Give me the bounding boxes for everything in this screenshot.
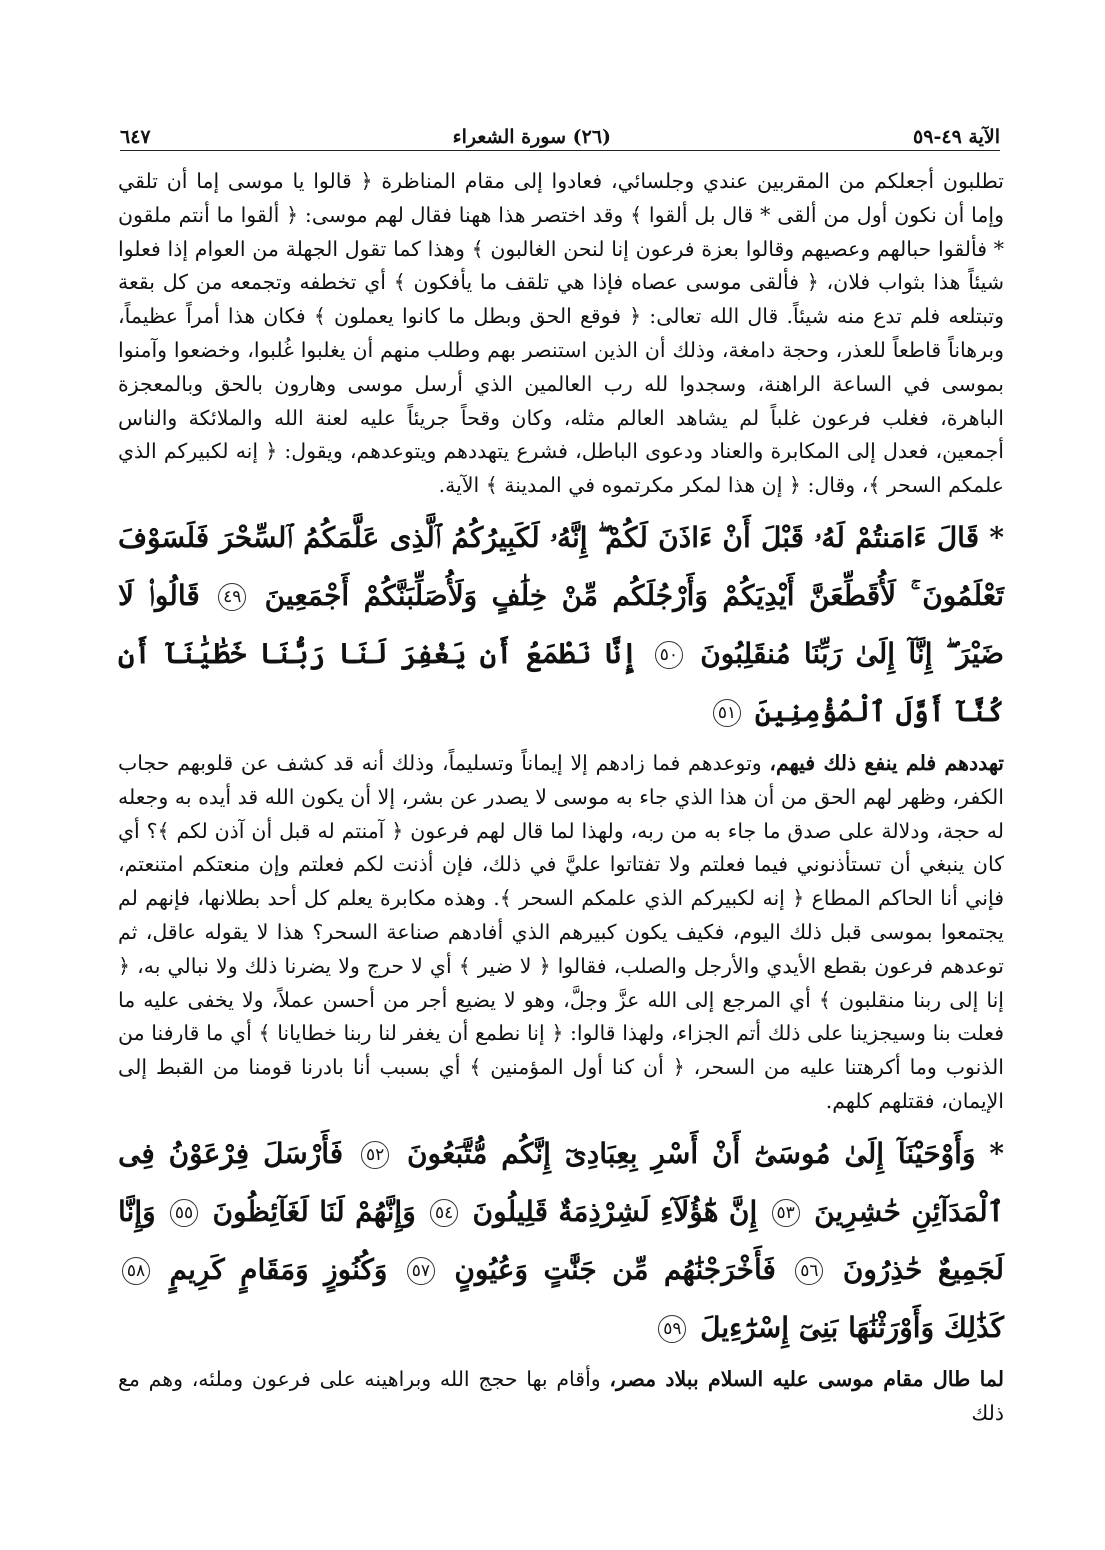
tafsir-3-text: وأقام بها حجج الله وبراهينه على فرعون وملئه، وهم مع ذلك xyxy=(118,1366,1004,1425)
ayah-number-56: ٥٦ xyxy=(795,1257,823,1285)
tafsir-paragraph-3 xyxy=(118,1363,1004,1431)
verse-52-text: * وَأَوْحَيْنَآ إِلَىٰ مُوسَىٰٓ أَنْ أَسْرِ بِعِبَادِىٓ إِنَّكُم مُّتَّبَعُونَ xyxy=(406,1136,1005,1170)
ayah-number-53: ٥٣ xyxy=(772,1199,800,1227)
verse-55-text: وَإِنَّهُمْ لَنَا لَغَآئِظُونَ xyxy=(212,1194,416,1228)
ayah-number-54: ٥٤ xyxy=(430,1199,458,1227)
ayah-number-55: ٥٥ xyxy=(170,1199,198,1227)
tafsir-2-text: وتوعدهم فما زادهم إلا إيماناً وتسليماً، وذلك أنه قد كشف عن قلوبهم حجاب الكفر، وظهر لهم الحق من أن هذا الذي جاء به موسى لا يصدر عن بشر، إلا أن يكون الله قد أيده به وجعله له حجة، ودلالة على صدق ما جاء به من ربه، ولهذا لما قال لهم فرعون ﴿ آمنتم له قبل أن آذن لكم ﴾؟ أي كان ينبغي أن تستأذنوني فيما فعلتم ولا تفتاتوا عليَّ في ذلك، فإن أذنت لكم فعلتم وإن منعتكم امتنعتم، فإني أنا الحاكم المطاع ﴿ إنه لكبيركم الذي علمكم السحر ﴾. وهذه مكابرة يعلم كل أحد بطلانها، فإنهم لم يجتمعوا بموسى قبل ذلك اليوم، فكيف يكون كبيرهم الذي أفادهم صناعة السحر؟ هذا لا يقوله عاقل، ثم توعدهم فرعون بقطع الأيدي والأرجل والصلب، فقالوا ﴿ لا ضير ﴾ أي لا حرج ولا يضرنا ذلك ولا نبالي به، ﴿ إنا إلى ربنا منقلبون ﴾ أي المرجع إلى الله عزَّ وجلَّ، وهو لا يضيع أجر من أحسن عملاً، ولا يخفى عليه ما فعلت بنا وسيجزينا على ذلك أتم الجزاء، ولهذا قالوا: ﴿ إنا نطمع أن يغفر لنا ربنا خطايانا ﴾ أي ما قارفنا من الذنوب وما أكرهتنا عليه من السحر، ﴿ أن كنا أول المؤمنين ﴾ أي بسبب أنا بادرنا قومنا من القبط إلى الإيمان، فقتلهم كلهم. xyxy=(118,750,1004,1113)
ayah-number-50: ٥٠ xyxy=(655,641,683,669)
verse-54-text: إِنَّ هَٰٓؤُلَآءِ لَشِرْذِمَةٌ قَلِيلُونَ xyxy=(472,1194,758,1228)
tafsir-paragraph-2 xyxy=(118,747,1004,1119)
page-header xyxy=(120,108,1000,148)
ayah-number-51: ٥١ xyxy=(713,699,741,727)
verse-58-text: وَكُنُوزٍ وَمَقَامٍ كَرِيمٍ xyxy=(169,1252,388,1286)
tafsir-3-lead: لما طال مقام موسى عليه السلام ببلاد مصر، xyxy=(609,1366,1004,1391)
verse-57-text: فَأَخْرَجْنَٰهُم مِّن جَنَّٰتٍ وَعُيُونٍ xyxy=(454,1252,776,1286)
surah-title: (٢٦) سورة الشعراء xyxy=(452,126,612,148)
tafsir-paragraph-1: تطلبون أجعلكم من المقربين عندي وجلسائي، فعادوا إلى مقام المناظرة ﴿ قالوا يا موسى إما أن تلقي وإما أن نكون أول من ألقى * قال بل ألقوا ﴾ وقد اختصر هذا ههنا فقال لهم موسى: ﴿ ألقوا ما أنتم ملقون * فألقوا حبالهم وعصيهم وقالوا بعزة فرعون إنا لنحن الغالبون ﴾ وهذا كما تقول الجهلة من العوام إذا فعلوا شيئاً هذا بثواب فلان، ﴿ فألقى موسى عصاه فإذا هي تلقف ما يأفكون ﴾ أي تخطفه وتجمعه من كل بقعة وتبتلعه فلم تدع منه شيئاً. قال الله تعالى: ﴿ فوقع الحق وبطل ما كانوا يعملون ﴾ فكان هذا أمراً عظيماً، وبرهاناً قاطعاً للعذر، وحجة دامغة، وذلك أن الذين استنصر بهم وطلب منهم أن يغلبوا غُلبوا، وخضعوا وآمنوا بموسى في الساعة الراهنة، وسجدوا لله رب العالمين الذي أرسل موسى وهارون بالحق وبالمعجزة الباهرة، فغلب فرعون غلباً لم يشاهد العالم مثله، وكان وقحاً جريئاً عليه لعنة الله والملائكة والناس أجمعين، فعدل إلى المكابرة والعناد ودعوى الباطل، فشرع يتهددهم ويتوعدهم، ويقول: ﴿ إنه لكبيركم الذي علمكم السحر ﴾، وقال: ﴿ إن هذا لمكر مكرتموه في المدينة ﴾ الآية. xyxy=(118,169,1004,498)
ayah-number-49: ٤٩ xyxy=(218,583,246,611)
verse-50-text: قَالُوا۟ لَا ضَيْرَ ۖ إِنَّآ إِلَىٰ رَبِّنَا مُنقَلِبُونَ xyxy=(118,578,1004,670)
ayah-number-58: ٥٨ xyxy=(122,1257,150,1285)
quran-verses-49-51 xyxy=(118,509,1004,741)
ayah-number-57: ٥٧ xyxy=(407,1257,435,1285)
verse-56-text: وَإِنَّا لَجَمِيعٌ حَٰذِرُونَ xyxy=(118,1194,1005,1286)
verse-49-text: * قَالَ ءَامَنتُمْ لَهُۥ قَبْلَ أَنْ ءَاذَنَ لَكُمْ ۖ إِنَّهُۥ لَكَبِيرُكُمُ ٱلَّذِى عَلَّمَكُمُ ٱلسِّحْرَ فَلَسَوْفَ تَعْلَمُونَ ۚ لَأُقَطِّعَنَّ أَيْدِيَكُمْ وَأَرْجُلَكُم مِّنْ خِلَٰفٍ وَلَأُصَلِّبَنَّكُمْ أَجْمَعِينَ xyxy=(118,520,1005,612)
tafsir-2-lead: تهددهم فلم ينفع ذلك فيهم، xyxy=(769,750,1004,775)
quran-verses-52-59 xyxy=(118,1125,1004,1357)
ayah-number-52: ٥٢ xyxy=(361,1141,389,1169)
ayah-number-59: ٥٩ xyxy=(658,1315,686,1343)
verse-51-text: إِنَّا نَطْمَعُ أَن يَغْفِرَ لَنَا رَبُّنَا خَطَٰيَٰنَآ أَن كُنَّآ أَوَّلَ ٱلْمُؤْمِنِينَ xyxy=(118,636,1004,728)
page-body xyxy=(118,165,1004,1430)
header-divider xyxy=(120,150,1000,151)
verse-53-text: فَأَرْسَلَ فِرْعَوْنُ فِى ٱلْمَدَآئِنِ حَٰشِرِينَ xyxy=(118,1136,1005,1228)
verse-59-text: كَذَٰلِكَ وَأَوْرَثْنَٰهَا بَنِىٓ إِسْرَٰٓءِيلَ xyxy=(700,1310,1004,1344)
verse-range: الآية ٤٩-٥٩ xyxy=(913,126,1000,148)
page-number: ٦٤٧ xyxy=(120,126,151,148)
